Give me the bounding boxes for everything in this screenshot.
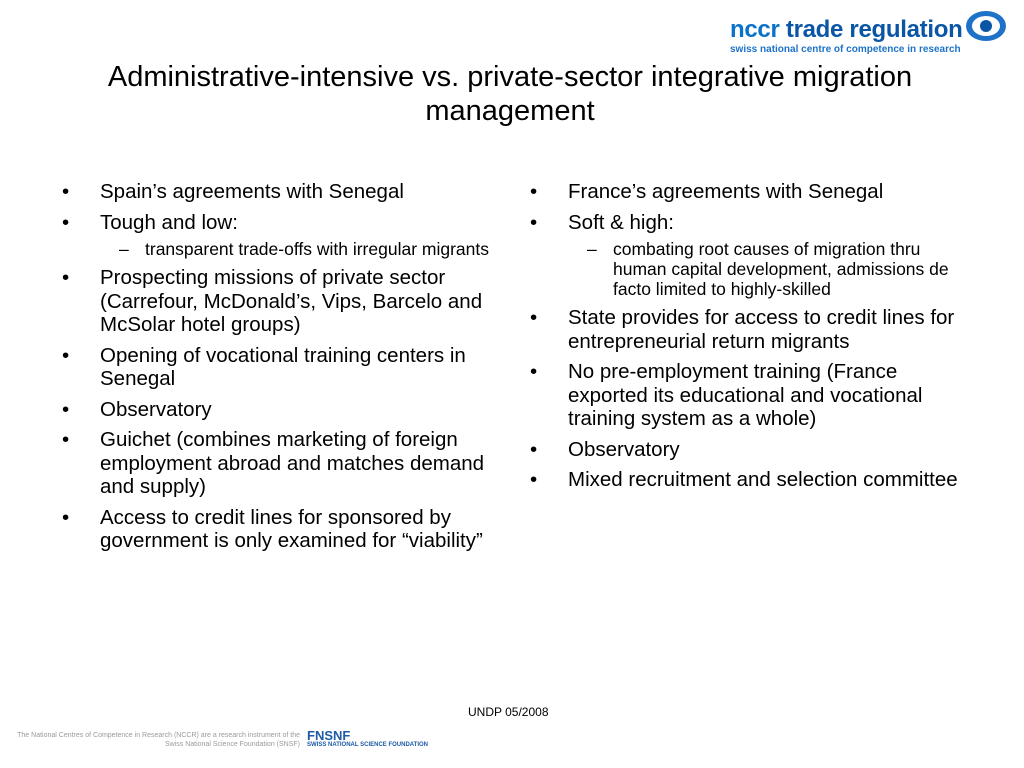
snsf-logo-text: FNSNF [307, 728, 351, 743]
sub-list-item-text: combating root causes of migration thru human capital development, admissions de facto limited to highly-skilled [613, 239, 949, 299]
logo-nccr-text: nccr [730, 16, 780, 43]
list-item [60, 398, 500, 422]
bullet-marker: • [530, 437, 538, 461]
list-item-text: Soft & high: [568, 210, 674, 234]
footer-note: The National Centres of Competence in Research (NCCR) are a research instrument of the Swiss National Science Foundation (SNSF) [17, 732, 300, 748]
list-item-text: Observatory [100, 397, 212, 421]
list-item-text: Mixed recruitment and selection committee [568, 468, 958, 491]
bullet-marker: • [62, 505, 70, 529]
slide-title: Administrative-intensive vs. private-sector integrative migration management [107, 61, 913, 127]
bullet-marker: • [62, 266, 70, 289]
right-bullet-list [528, 180, 968, 492]
left-column [60, 180, 500, 560]
eye-swirl-icon [964, 8, 1008, 44]
bullet-marker: • [62, 397, 70, 421]
bullet-marker: • [530, 306, 538, 329]
dash-marker: – [587, 239, 597, 259]
logo-title [730, 16, 962, 44]
list-item [60, 344, 500, 391]
sub-list [100, 239, 500, 259]
list-item [60, 428, 500, 499]
list-item-text: Observatory [568, 437, 680, 461]
list-item-text: Opening of vocational training centers in Senegal [100, 343, 466, 390]
list-item-text: Spain’s agreements with Senegal [100, 180, 404, 203]
list-item [528, 180, 968, 204]
logo-subtitle: swiss national centre of competence in research [730, 44, 961, 55]
list-item-text: Prospecting missions of private sector (Carrefour, McDonald’s, Vips, Barcelo and McSolar hotel groups) [100, 266, 483, 336]
snsf-logo-subtitle: SWISS NATIONAL SCIENCE FOUNDATION [307, 742, 429, 748]
snsf-logo [307, 728, 432, 752]
list-item [60, 211, 500, 260]
bullet-marker: • [530, 468, 538, 491]
bullet-marker: • [62, 180, 70, 203]
right-column [528, 180, 968, 499]
list-item [528, 360, 968, 431]
sub-list [568, 239, 968, 299]
list-item-text: France’s agreements with Senegal [568, 180, 884, 203]
list-item [60, 266, 500, 337]
bullet-marker: • [62, 343, 70, 367]
bullet-marker: • [62, 428, 70, 451]
list-item-text: Guichet (combines marketing of foreign employment abroad and matches demand and supply) [100, 428, 485, 498]
list-item [528, 211, 968, 300]
dash-marker: – [119, 239, 129, 259]
bullet-marker: • [62, 210, 70, 234]
list-item-text: State provides for access to credit lines for entrepreneurial return migrants [568, 306, 955, 353]
bullet-marker: • [530, 360, 538, 383]
list-item [60, 180, 500, 204]
list-item [528, 306, 968, 353]
nccr-logo [730, 8, 1014, 58]
list-item-text: Access to credit lines for sponsored by government is only examined for “viability” [100, 505, 483, 552]
sub-list-item-text: transparent trade-offs with irregular migrants [145, 239, 489, 259]
sub-list-item [100, 239, 500, 259]
sub-list-item [568, 239, 968, 299]
footer-date: UNDP 05/2008 [468, 705, 549, 719]
left-bullet-list [60, 180, 500, 553]
list-item [60, 506, 500, 553]
bullet-marker: • [530, 180, 538, 203]
list-item [528, 468, 968, 492]
list-item-text: No pre-employment training (France exported its educational and vocational training system as a whole) [568, 360, 923, 430]
list-item-text: Tough and low: [100, 210, 238, 234]
list-item [528, 438, 968, 462]
bullet-marker: • [530, 210, 538, 234]
logo-main-text: trade regulation [785, 16, 963, 43]
